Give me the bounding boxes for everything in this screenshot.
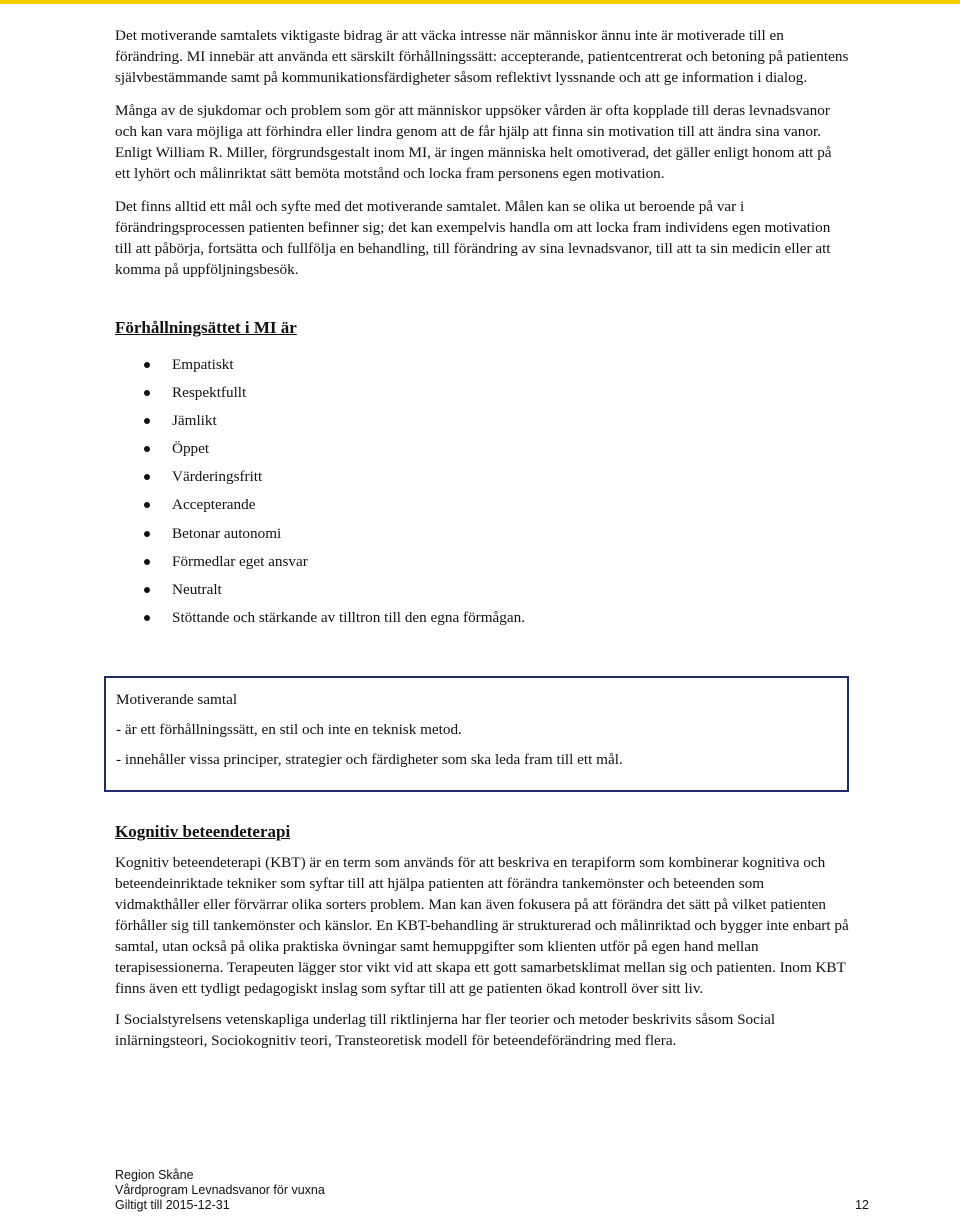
paragraph-mi-intro: Det motiverande samtalets viktigaste bidrag är att väcka intresse när människor ännu inte är motiverade till en förändring. MI innebär att använda ett särskilt förhållningssätt: accepterande, patientcentrerat och betoning på patientens självbestämmande samt på kommunikationsfärdigheter såsom reflektivt lyssnande och att ge information i dialog. xyxy=(115,27,849,86)
list-item: Stöttande och stärkande av tilltron till den egna förmågan. xyxy=(115,604,850,632)
paragraph-lifestyle: Många av de sjukdomar och problem som gör att människor uppsöker vården är ofta kopplade till deras levnadsvanor och kan vara möjliga att förhindra eller lindra genom att de får hjälp att finna sin motivation till att ändra sina vanor. Enligt William R. Miller, förgrundsgestalt inom MI, är ingen människa helt omotiverad, det gäller enligt honom att på ett lyhört och målinriktat sätt bemöta motstånd och locka fram personens egen motivation. xyxy=(115,102,832,182)
page-footer xyxy=(115,1168,869,1213)
paragraph-kbt: Kognitiv beteendeterapi (KBT) är en term som används för att beskriva en terapiform som kombinerar kognitiva och beteendeinriktade tekniker som syftar till att hjälpa patienten att förändra tankemönster och beteenden som vidmakthåller eller förvärrar olika sorters problem. Man kan även fokusera på att förändra det sätt på vilket patienten förhåller sig till tankemönster och känslor. En KBT-behandling är strukturerad och målinriktad och bygger inte enbart på samtal, utan också på olika praktiska övningar samt hemuppgifter som klienten utför på egen hand mellan terapisessionerna. Terapeuten lägger stor vikt vid att skapa ett gott samarbetsklimat mellan sig och patienten. Inom KBT finns även ett tydligt pedagogiskt inslag som syftar till att ge patienten ökad kontroll över sitt liv. xyxy=(115,854,849,997)
list-item: Accepterande xyxy=(115,491,850,519)
info-box-title: Motiverande samtal xyxy=(116,691,238,708)
info-box-line-1: - är ett förhållningssätt, en stil och inte en teknisk metod. xyxy=(116,721,462,738)
footer-org: Region Skåne xyxy=(115,1168,194,1182)
footer-program: Vårdprogram Levnadsvanor för vuxna xyxy=(115,1183,325,1197)
footer-row xyxy=(115,1198,869,1213)
paragraph-socialstyrelsen: I Socialstyrelsens vetenskapliga underlag till riktlinjerna har fler teorier och metoder beskrivits såsom Social inlärningsteori, Sociokognitiv teori, Transteoretisk modell för beteendeförändring med flera. xyxy=(115,1011,776,1049)
heading-kbt: Kognitiv beteendeterapi xyxy=(115,822,291,841)
paragraph-goals: Det finns alltid ett mål och syfte med det motiverande samtalet. Målen kan se olika ut beroende på var i förändringsprocessen patienten befinner sig; det kan exempelvis handla om att locka fram individens egen motivation till att påbörja, fortsätta och fullfölja en behandling, till förändring av sina levnadsvanor, till att ta sin medicin eller att komma på uppföljningsbesök. xyxy=(115,198,831,278)
page-content xyxy=(115,25,850,632)
list-item: Neutralt xyxy=(115,576,850,604)
approach-list xyxy=(115,351,850,632)
list-item: Värderingsfritt xyxy=(115,463,850,491)
top-accent-bar xyxy=(0,0,960,4)
list-item: Betonar autonomi xyxy=(115,520,850,548)
list-item: Empatiskt xyxy=(115,351,850,379)
info-box-mi xyxy=(104,676,849,792)
list-item: Respektfullt xyxy=(115,379,850,407)
list-item: Öppet xyxy=(115,435,850,463)
page-number: 12 xyxy=(855,1198,869,1212)
list-item: Förmedlar eget ansvar xyxy=(115,548,850,576)
list-item: Jämlikt xyxy=(115,407,850,435)
info-box-line-2: - innehåller vissa principer, strategier och färdigheter som ska leda fram till ett mål. xyxy=(116,751,623,768)
footer-valid: Giltigt till 2015-12-31 xyxy=(115,1198,230,1212)
kbt-section xyxy=(115,852,850,1051)
heading-mi-approach: Förhållningsättet i MI är xyxy=(115,318,297,337)
